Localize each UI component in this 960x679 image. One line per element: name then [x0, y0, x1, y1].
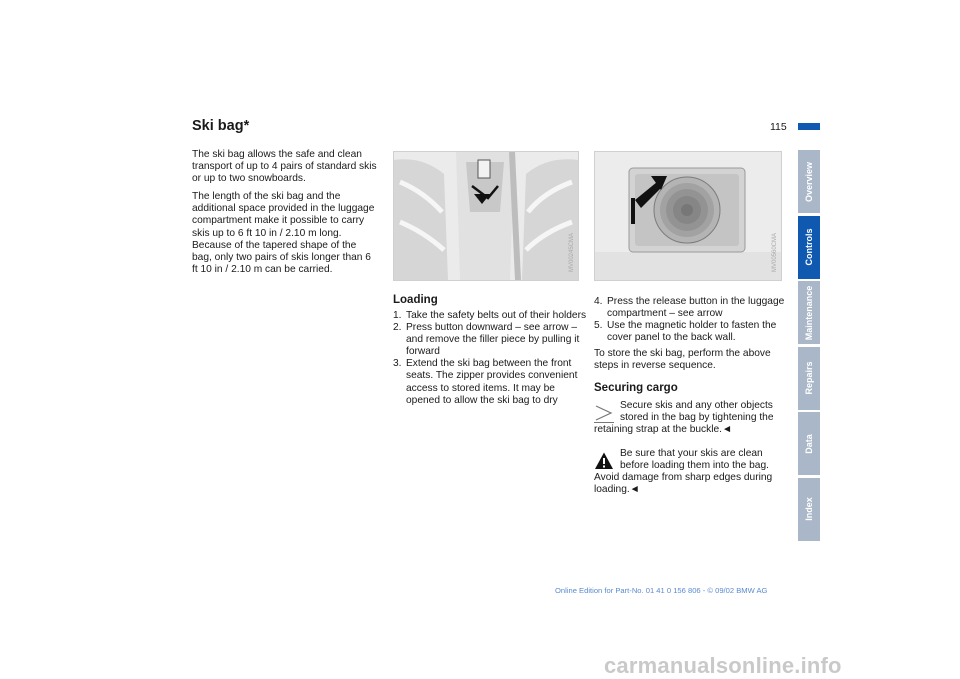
loading-steps: [393, 310, 588, 407]
step-number: 1.: [393, 310, 402, 321]
list-item: [393, 310, 588, 322]
tab-overview[interactable]: [798, 150, 820, 213]
intro-paragraph: The ski bag allows the safe and clean transport of up to 4 pairs of standard skis or up to two snowboards.: [192, 149, 377, 185]
tab-data[interactable]: [798, 412, 820, 475]
tab-label: Repairs: [804, 361, 814, 395]
loading-heading: Loading: [393, 294, 438, 306]
tab-label: Index: [804, 497, 814, 522]
step-text: Press button downward – see arrow – and remove the filler piece by pulling it forward: [406, 322, 580, 358]
step-number: 3.: [393, 358, 402, 370]
step-text: Take the safety belts out of their holders: [406, 310, 587, 321]
warning-icon: [594, 451, 614, 471]
tab-repairs[interactable]: [798, 347, 820, 410]
watermark: carmanualsonline.info: [604, 653, 842, 678]
step-number: 2.: [393, 322, 402, 334]
warning-box: [594, 448, 784, 496]
seat-illustration: [394, 152, 578, 280]
list-item: [594, 320, 786, 344]
luggage-illustration: [595, 152, 781, 280]
warning-text: Be sure that your skis are clean before loading them into the bag. Avoid damage from sharp edges during loading.◄: [594, 448, 773, 496]
step-number: 5.: [594, 320, 603, 332]
tab-label: Overview: [804, 161, 814, 202]
step-number: 4.: [594, 296, 603, 307]
page-title: Ski bag*: [192, 118, 250, 134]
tab-label: Maintenance: [804, 285, 814, 340]
tab-maintenance[interactable]: [798, 281, 820, 344]
tab-label: Data: [804, 434, 814, 454]
securing-heading: Securing cargo: [594, 382, 678, 394]
intro-text: [192, 149, 378, 282]
note-text: Secure skis and any other objects stored in the bag by tightening the retaining strap at the buckle.◄: [594, 400, 774, 436]
tab-index[interactable]: [798, 478, 820, 541]
tab-label: Controls: [804, 228, 814, 266]
footer-edition: Online Edition for Part-No. 01 41 0 156 806 - © 09/02 BMW AG: [555, 586, 768, 595]
tab-controls[interactable]: [798, 216, 820, 279]
step-text: Extend the ski bag between the front seats. The zipper provides convenient access to stored items. It may be opened to allow the ski bag to dry: [406, 358, 578, 406]
list-item: [594, 296, 786, 320]
store-instructions: To store the ski bag, perform the above steps in reverse sequence.: [594, 348, 771, 372]
list-item: [393, 322, 588, 358]
page-number: 115: [770, 121, 787, 133]
step-text: Press the release button in the luggage compartment – see arrow: [607, 296, 785, 320]
seat-passthrough-figure: [393, 151, 579, 281]
figure-code: MV00245CMA: [569, 232, 575, 272]
page-number-bar: [798, 123, 820, 130]
figure-code: MV00560CMA: [772, 232, 778, 272]
step-text: Use the magnetic holder to fasten the cover panel to the back wall.: [607, 320, 777, 344]
loading-steps-continued: [594, 296, 786, 344]
note-triangle-icon: [594, 403, 614, 423]
list-item: [393, 358, 588, 406]
luggage-release-figure: [594, 151, 782, 281]
section-tabs: [798, 150, 820, 543]
note-box: [594, 400, 784, 436]
intro-paragraph: The length of the ski bag and the additional space provided in the luggage compartment make it possible to carry skis up to 6 ft 10 in / 2.10 m long. Because of the tapered shape of the bag, only two pairs of skis longer than 6 ft 10 in / 2.10 m can be carried.: [192, 191, 375, 275]
